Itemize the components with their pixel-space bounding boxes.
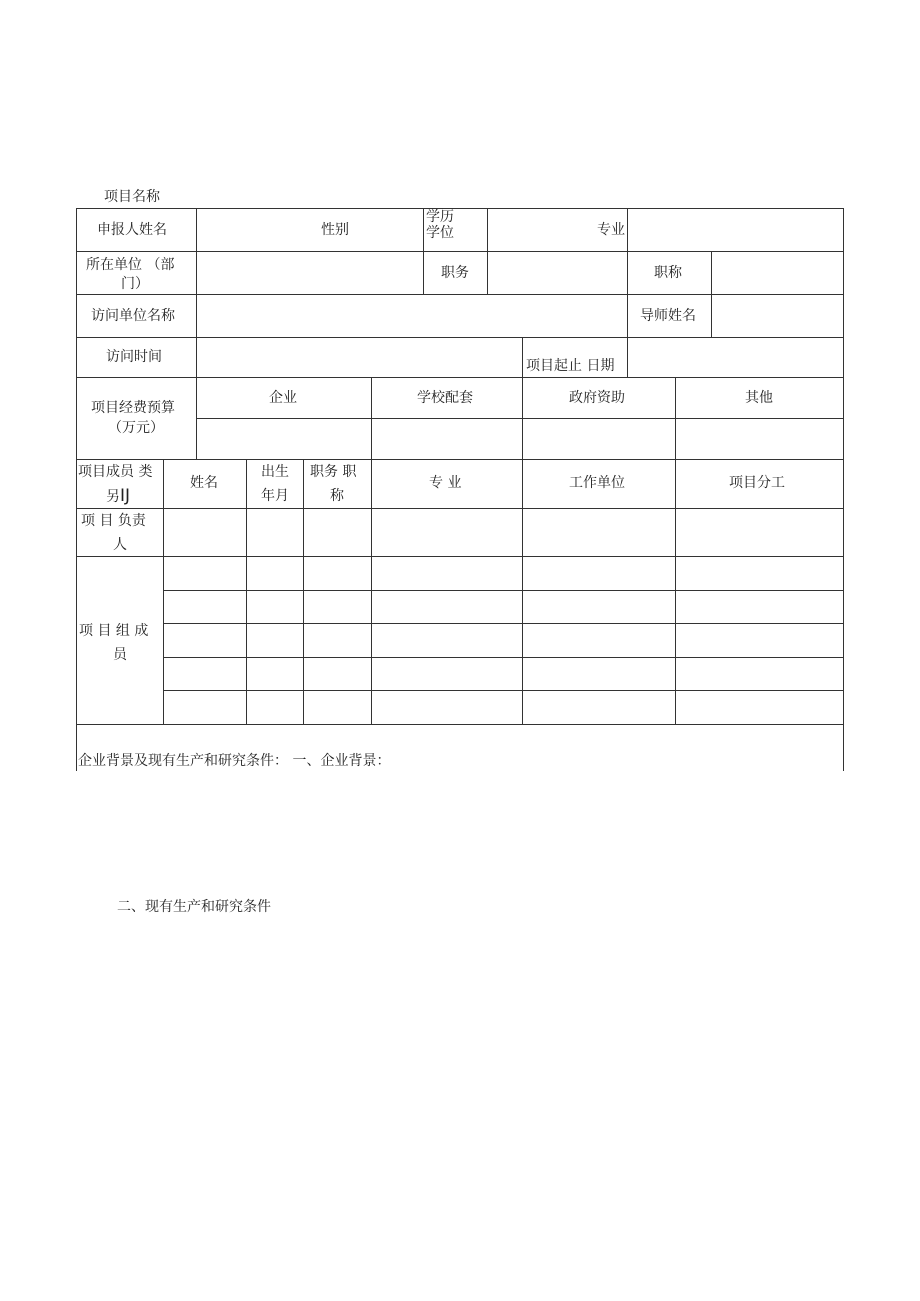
background-heading: 企业背景及现有生产和研究条件： 一、企业背景： [78,753,391,769]
member-category-label-line2: 另IJ [106,486,131,506]
project-leader-label-line1: 项 目 负责 [81,513,146,529]
table-rule [196,208,197,459]
degree-label-line2: 学位 [426,225,454,241]
table-rule [675,459,676,724]
project-dates-label: 项目起止 日期 [526,358,615,374]
unit-label-line1: 所在单位 （部 [86,257,175,273]
budget-enterprise-label: 企业 [269,390,297,406]
visit-time-label: 访问时间 [106,349,162,365]
budget-school-label: 学校配套 [417,390,473,406]
table-rule [627,208,628,378]
table-rule [371,459,372,724]
visit-unit-label: 访问单位名称 [91,308,175,324]
table-rule [487,208,488,294]
birth-header-line1: 出生 [261,464,289,480]
table-rule [76,208,77,771]
table-rule [76,208,844,209]
table-rule [163,657,844,658]
table-rule [303,459,304,724]
table-rule [371,377,372,459]
major-label: 专业 [597,222,625,238]
table-rule [246,459,247,724]
birth-header-line2: 年月 [261,488,289,504]
table-rule [76,337,844,338]
member-category-label-line1: 项目成员 类 [78,464,153,480]
table-rule [423,208,424,294]
division-header: 项目分工 [729,475,785,491]
table-rule [163,459,164,724]
project-leader-label-line2: 人 [113,537,127,553]
table-rule [196,418,844,419]
work-unit-header: 工作单位 [569,475,625,491]
table-rule [76,508,844,509]
member-name-header: 姓名 [190,475,218,491]
section2-heading: 二、现有生产和研究条件 [117,899,271,915]
table-rule [711,251,712,337]
table-rule [76,556,844,557]
table-rule [843,208,844,771]
table-rule [76,294,844,295]
table-rule [522,459,523,724]
applicant-name-label: 申报人姓名 [97,222,167,238]
budget-label-line1: 项目经费预算 [91,400,175,416]
table-rule [76,724,844,725]
table-rule [163,590,844,591]
table-rule [675,377,676,459]
project-members-label-line2: 员 [113,647,127,663]
duty-header-line1: 职务 职 [310,464,357,480]
table-rule [76,459,844,460]
table-rule [76,251,844,252]
unit-label-line2: 门） [121,276,149,292]
budget-government-label: 政府资助 [569,390,625,406]
table-rule [522,377,523,459]
gender-label: 性别 [321,222,349,238]
table-rule [163,690,844,691]
mentor-name-label: 导师姓名 [640,308,696,324]
position-label: 职务 [441,265,469,281]
project-name-label: 项目名称 [104,189,160,205]
project-members-label-line1: 项 目 组 成 [79,623,149,639]
table-rule [522,337,523,377]
duty-header-line2: 称 [330,488,344,504]
budget-other-label: 其他 [745,390,773,406]
member-major-header: 专 业 [429,475,462,491]
table-rule [76,377,844,378]
budget-label-line2: （万元） [108,420,164,436]
degree-label-line1: 学历 [426,209,454,225]
table-rule [163,623,844,624]
title-label: 职称 [654,265,682,281]
